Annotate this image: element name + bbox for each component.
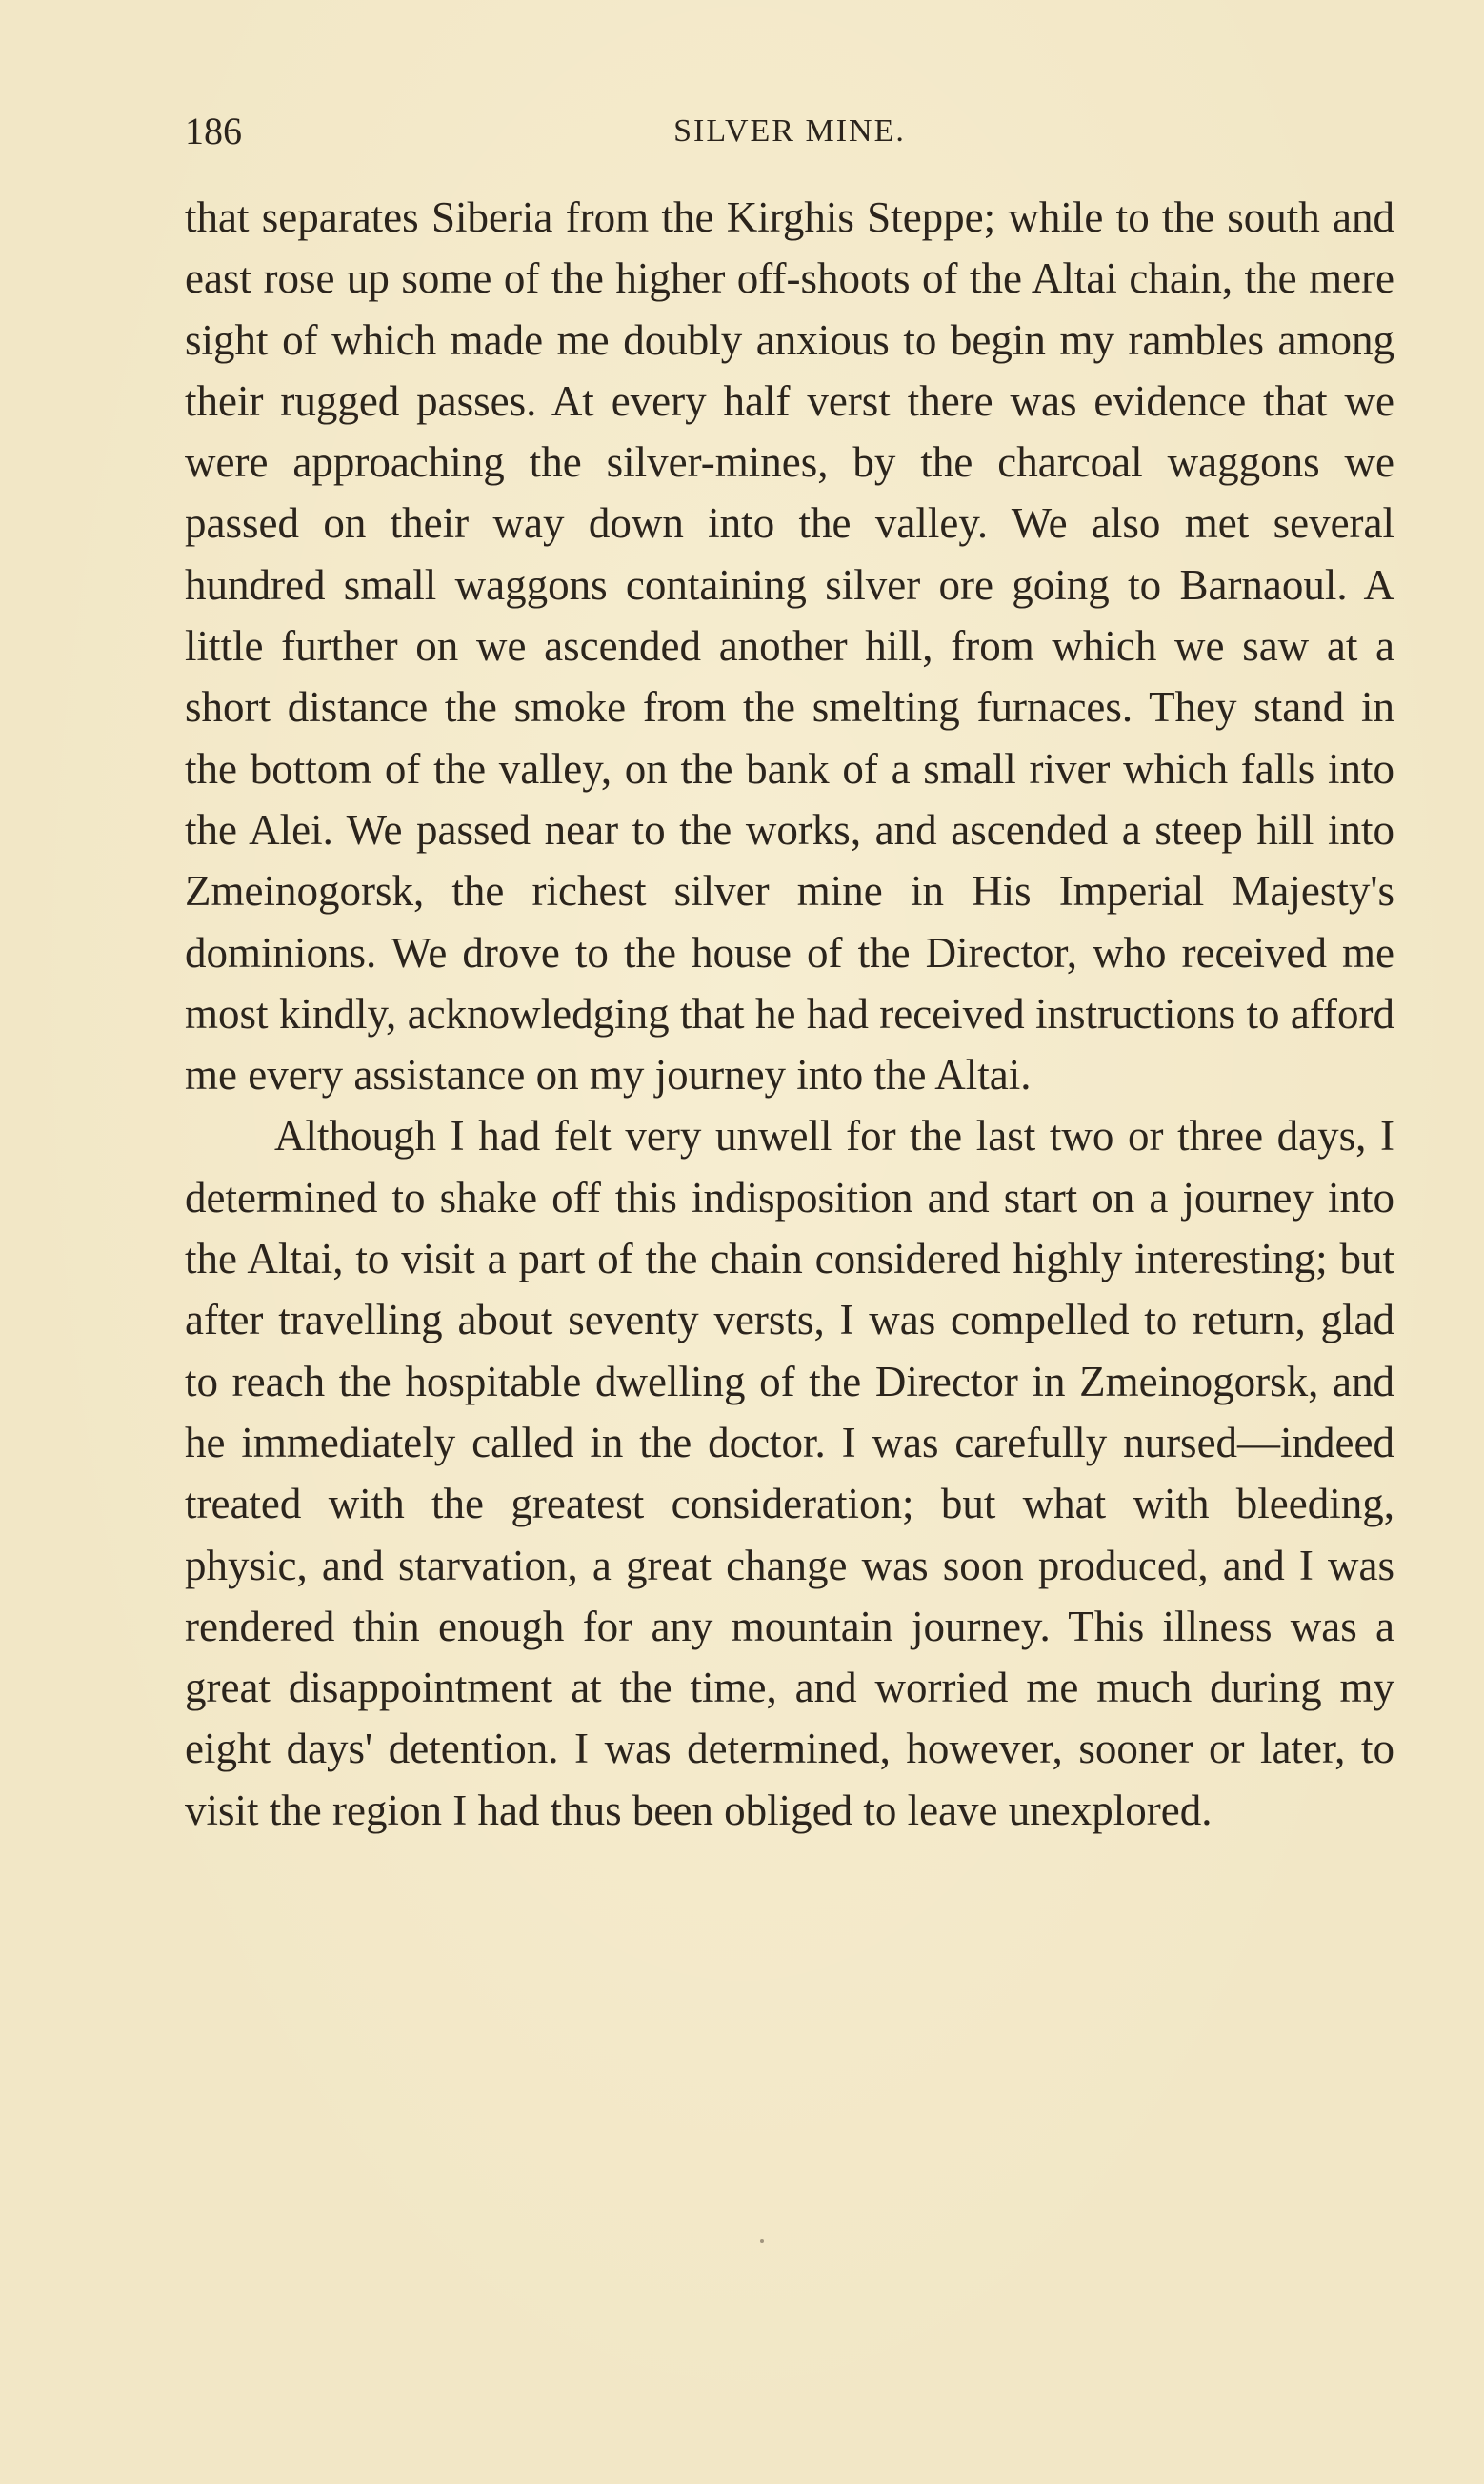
page-number: 186 [185, 110, 242, 152]
running-head [185, 103, 1394, 160]
running-title: SILVER MINE. [673, 113, 906, 149]
paragraph-continued: that separates Siberia from the Kirghis Steppe; while to the south and east rose up some of the higher off-shoots of the Altai chain, the mere sight of which made me doubly anxious to begin my rambles among their rugged passes. At every half verst there was evidence that we were approaching the silver-mines, by the charcoal waggons we passed on their way down into the valley. We also met several hundred small waggons containing silver ore going to Barnaoul. A little further on we ascended another hill, from which we saw at a short distance the smoke from the smelting furnaces. They stand in the bottom of the valley, on the bank of a small river which falls into the Alei. We passed near to the works, and ascended a steep hill into Zmeinogorsk, the richest silver mine in His Imperial Majesty's dominions. We drove to the house of the Director, who received me most kindly, acknowledging that he had received instructions to afford me every assistance on my journey into the Altai. [185, 193, 1394, 1100]
paragraph-illness: Although I had felt very unwell for the last two or three days, I determined to shake off this indisposition and start on a journey into the Altai, to visit a part of the chain considered highly interesting; but after travelling about seventy versts, I was compelled to return, glad to reach the hospitable dwelling of the Director in Zmeinogorsk, and he immediately called in the doctor. I was carefully nursed—indeed treated with the greatest consideration; but what with bleeding, physic, and starvation, a great change was soon produced, and I was rendered thin enough for any mountain journey. This illness was a great disappointment at the time, and worried me much during my eight days' detention. I was determined, however, sooner or later, to visit the region I had thus been obliged to leave unexplored. [185, 1112, 1394, 1834]
body-text [185, 187, 1394, 1841]
ink-speck [760, 2239, 764, 2243]
